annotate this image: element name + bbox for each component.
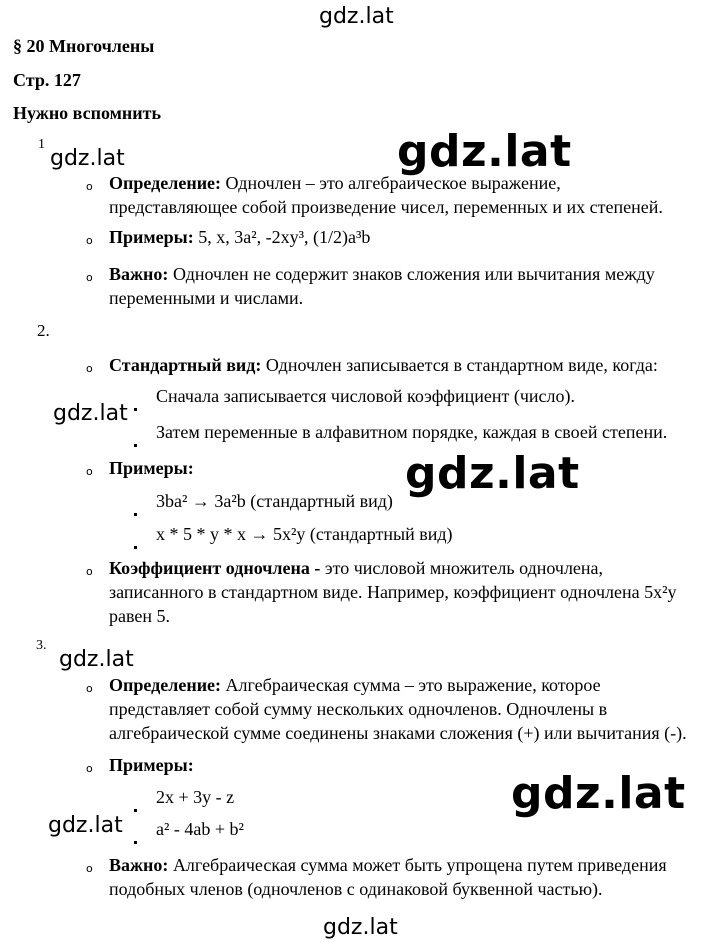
s1-def-label: Определение:: [109, 173, 222, 193]
watermark-big-3: gdz.lat: [511, 768, 686, 819]
bullet-circle: o: [86, 362, 93, 375]
s2-coefficient: [109, 556, 603, 580]
s2-sub-1: Сначала записывается числовой коэффициент (число).: [156, 386, 575, 406]
s1-ex-text: 5, x, 3a², -2xy³, (1/2)a³b: [193, 227, 371, 247]
watermark-near-3: gdz.lat: [59, 647, 134, 672]
watermark-big-2: gdz.lat: [405, 448, 580, 499]
s2-standard-form: [109, 353, 658, 377]
s1-imp-label: Важно:: [109, 264, 169, 284]
s2-std-label: Стандартный вид:: [109, 355, 262, 375]
s3-imp-text-2: подобных членов (одночленов с одинаковой буквенной частью).: [109, 879, 603, 899]
watermark-top: gdz.lat: [319, 4, 394, 29]
bullet-circle: o: [86, 234, 93, 247]
s2-coef-label: Коэффициент одночлена -: [109, 558, 321, 578]
s1-imp-text-1: Одночлен не содержит знаков сложения или вычитания между: [168, 264, 655, 284]
s2-coef-text-1: это числовой множитель одночлена,: [320, 558, 604, 578]
bullet-circle: o: [86, 465, 93, 478]
item-number-3: 3.: [36, 638, 47, 653]
s3-definition: [109, 673, 601, 697]
s2-coef-text-2: записанного в стандартном виде. Например, коэффициент одночлена 5x²y: [109, 582, 677, 602]
bullet-square: [134, 395, 137, 416]
s1-examples: [109, 225, 370, 249]
s2-coef-text-3: равен 5.: [109, 606, 171, 626]
section-title: § 20 Многочлены: [13, 36, 155, 56]
s3-important: [109, 853, 667, 877]
bullet-circle: o: [86, 180, 93, 193]
s3-ex-label: Примеры:: [109, 755, 194, 775]
bullet-circle: o: [86, 682, 93, 695]
bullet-circle: o: [86, 762, 93, 775]
bullet-circle: o: [86, 565, 93, 578]
bullet-square: [134, 431, 137, 452]
s2-example-2: x * 5 * y * x → 5x²y (стандартный вид): [156, 524, 453, 544]
item-number-2: 2.: [37, 321, 50, 340]
s2-example-1: 3ba² → 3a²b (стандартный вид): [156, 491, 393, 511]
watermark-left-3: gdz.lat: [48, 813, 123, 838]
bullet-square: [134, 500, 137, 521]
s2-std-text: Одночлен записывается в стандартном виде, когда:: [261, 355, 658, 375]
s3-def-text-2: представляет собой сумму нескольких одночленов. Одночлены в: [109, 699, 608, 719]
bullet-circle: o: [86, 271, 93, 284]
s3-imp-label: Важно:: [109, 855, 169, 875]
watermark-bottom: gdz.lat: [323, 915, 398, 940]
s1-def-text-2: представляющее собой произведение чисел, переменных и их степеней.: [109, 197, 663, 217]
s2-sub-2: Затем переменные в алфавитном порядке, каждая в своей степени.: [156, 422, 668, 442]
s1-def-text-1: Одночлен – это алгебраическое выражение,: [221, 173, 561, 193]
s1-ex-label: Примеры:: [109, 227, 194, 247]
s1-definition: [109, 171, 561, 195]
item-number-1: 1: [38, 137, 45, 152]
s3-example-2: a² - 4ab + b²: [156, 819, 244, 839]
s3-def-label: Определение:: [109, 675, 222, 695]
bullet-square: [134, 828, 137, 849]
s1-important: [109, 262, 655, 286]
watermark-near-1: gdz.lat: [50, 146, 125, 171]
bullet-square: [134, 796, 137, 817]
s3-imp-text-1: Алгебраическая сумма может быть упрощена путем приведения: [168, 855, 667, 875]
s3-def-text-1: Алгебраическая сумма – это выражение, которое: [221, 675, 601, 695]
watermark-big-1: gdz.lat: [397, 126, 572, 177]
remember-heading: Нужно вспомнить: [13, 103, 162, 123]
bullet-circle: o: [86, 862, 93, 875]
bullet-square: [134, 533, 137, 554]
s3-def-text-3: алгебраической сумме соединены знаками сложения (+) или вычитания (-).: [109, 723, 687, 743]
watermark-left-2: gdz.lat: [53, 401, 128, 426]
page-number: Стр. 127: [13, 70, 81, 90]
s2-ex-label: Примеры:: [109, 458, 194, 478]
s3-example-1: 2x + 3y - z: [156, 787, 235, 807]
s1-imp-text-2: переменными и числами.: [109, 288, 304, 308]
